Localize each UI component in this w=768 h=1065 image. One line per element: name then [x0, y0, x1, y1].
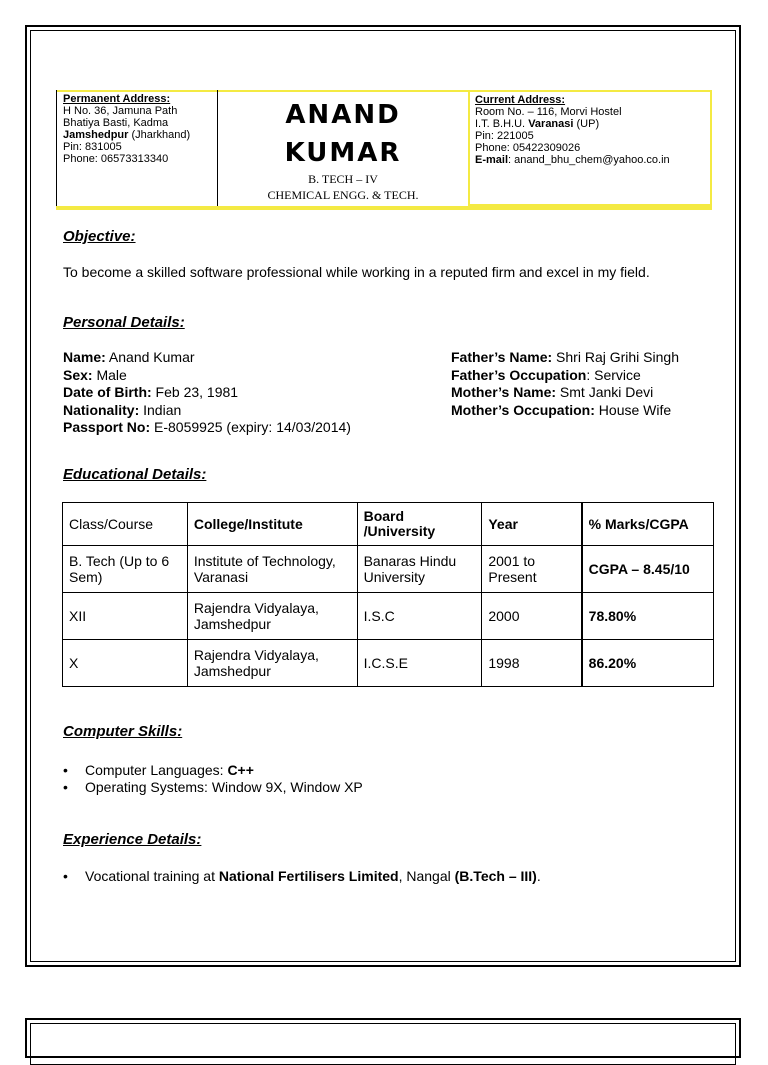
personal-field: Passport No: E-8059925 (expiry: 14/03/2014) — [63, 419, 351, 435]
table-cell: 1998 — [482, 640, 582, 687]
branch: CHEMICAL ENGG. & TECH. — [267, 188, 419, 202]
permanent-phone: Phone: 06573313340 — [63, 153, 169, 165]
table-cell: Rajendra Vidyalaya, Jamshedpur — [187, 593, 357, 640]
current-address-city: I.T. B.H.U. Varanasi (UP) — [475, 118, 600, 130]
education-table — [62, 502, 714, 687]
permanent-pin: Pin: 831005 — [63, 141, 122, 153]
table-cell: CGPA – 8.45/10 — [582, 546, 714, 593]
table-row — [63, 640, 714, 687]
name-last: KUMAR — [284, 138, 402, 168]
table-cell: 2001 to Present — [482, 546, 582, 593]
name-first: ANAND — [285, 100, 401, 130]
permanent-address-block — [56, 90, 218, 206]
name-block — [218, 90, 468, 206]
table-cell: Banaras Hindu University — [357, 546, 482, 593]
personal-field: Father’s Occupation: Service — [451, 366, 641, 383]
table-cell: B. Tech (Up to 6 Sem) — [63, 546, 188, 593]
column-header: College/Institute — [187, 503, 357, 546]
table-cell: I.C.S.E — [357, 640, 482, 687]
permanent-address-line: H No. 36, Jamuna Path — [63, 105, 178, 117]
educational-details-title: Educational Details: — [63, 466, 207, 483]
personal-field: Mother’s Occupation: House Wife — [451, 401, 672, 418]
personal-field: Mother’s Name: Smt Janki Devi — [451, 384, 654, 400]
table-header-row — [63, 503, 714, 546]
personal-details-title: Personal Details: — [63, 314, 185, 331]
permanent-address-line: Bhatiya Basti, Kadma — [63, 117, 169, 129]
current-pin: Pin: 221005 — [475, 130, 534, 142]
list-item: • Vocational training at National Fertilisers Limited, Nangal (B.Tech – III). — [63, 868, 541, 885]
resume-header — [56, 90, 712, 210]
current-address-block — [468, 90, 712, 206]
header-underline — [56, 206, 712, 210]
table-cell: I.S.C — [357, 593, 482, 640]
column-header: Year — [482, 503, 582, 546]
current-phone: Phone: 05422309026 — [475, 142, 581, 154]
table-cell: 2000 — [482, 593, 582, 640]
next-page — [25, 1018, 741, 1058]
personal-field: Father’s Name: Shri Raj Grihi Singh — [451, 349, 679, 365]
personal-details-right — [451, 349, 679, 419]
experience-list — [63, 868, 541, 885]
column-header: Class/Course — [63, 503, 188, 546]
table-cell: 86.20% — [582, 640, 714, 687]
table-cell: Institute of Technology, Varanasi — [187, 546, 357, 593]
current-address-heading: Current Address: — [475, 94, 566, 106]
page-inner-border — [30, 1023, 736, 1065]
computer-skills-title: Computer Skills: — [63, 723, 183, 740]
table-row — [63, 546, 714, 593]
personal-field: Date of Birth: Feb 23, 1981 — [63, 384, 239, 400]
personal-field: Name: Anand Kumar — [63, 349, 195, 365]
column-header: % Marks/CGPA — [582, 503, 714, 546]
list-item: • Computer Languages: C++ — [63, 762, 363, 779]
table-cell: X — [63, 640, 188, 687]
permanent-address-city: Jamshedpur (Jharkhand) — [63, 129, 191, 141]
personal-field: Nationality: Indian — [63, 401, 182, 418]
permanent-address-heading: Permanent Address: — [63, 93, 171, 105]
objective-text: To become a skilled software professional while working in a reputed firm and excel in my field. — [63, 264, 650, 280]
personal-details-left — [63, 349, 351, 437]
skills-list — [63, 762, 363, 796]
personal-field: Sex: Male — [63, 366, 127, 383]
experience-details-title: Experience Details: — [63, 831, 202, 848]
email: E-mail: anand_bhu_chem@yahoo.co.in — [475, 154, 670, 166]
column-header: Board /University — [357, 503, 482, 546]
degree: B. TECH – IV — [308, 172, 378, 186]
list-item: • Operating Systems: Window 9X, Window XP — [63, 779, 363, 796]
table-row — [63, 593, 714, 640]
table-cell: 78.80% — [582, 593, 714, 640]
table-cell: XII — [63, 593, 188, 640]
objective-title: Objective: — [63, 228, 136, 245]
table-cell: Rajendra Vidyalaya, Jamshedpur — [187, 640, 357, 687]
current-address-line: Room No. – 116, Morvi Hostel — [475, 106, 622, 118]
